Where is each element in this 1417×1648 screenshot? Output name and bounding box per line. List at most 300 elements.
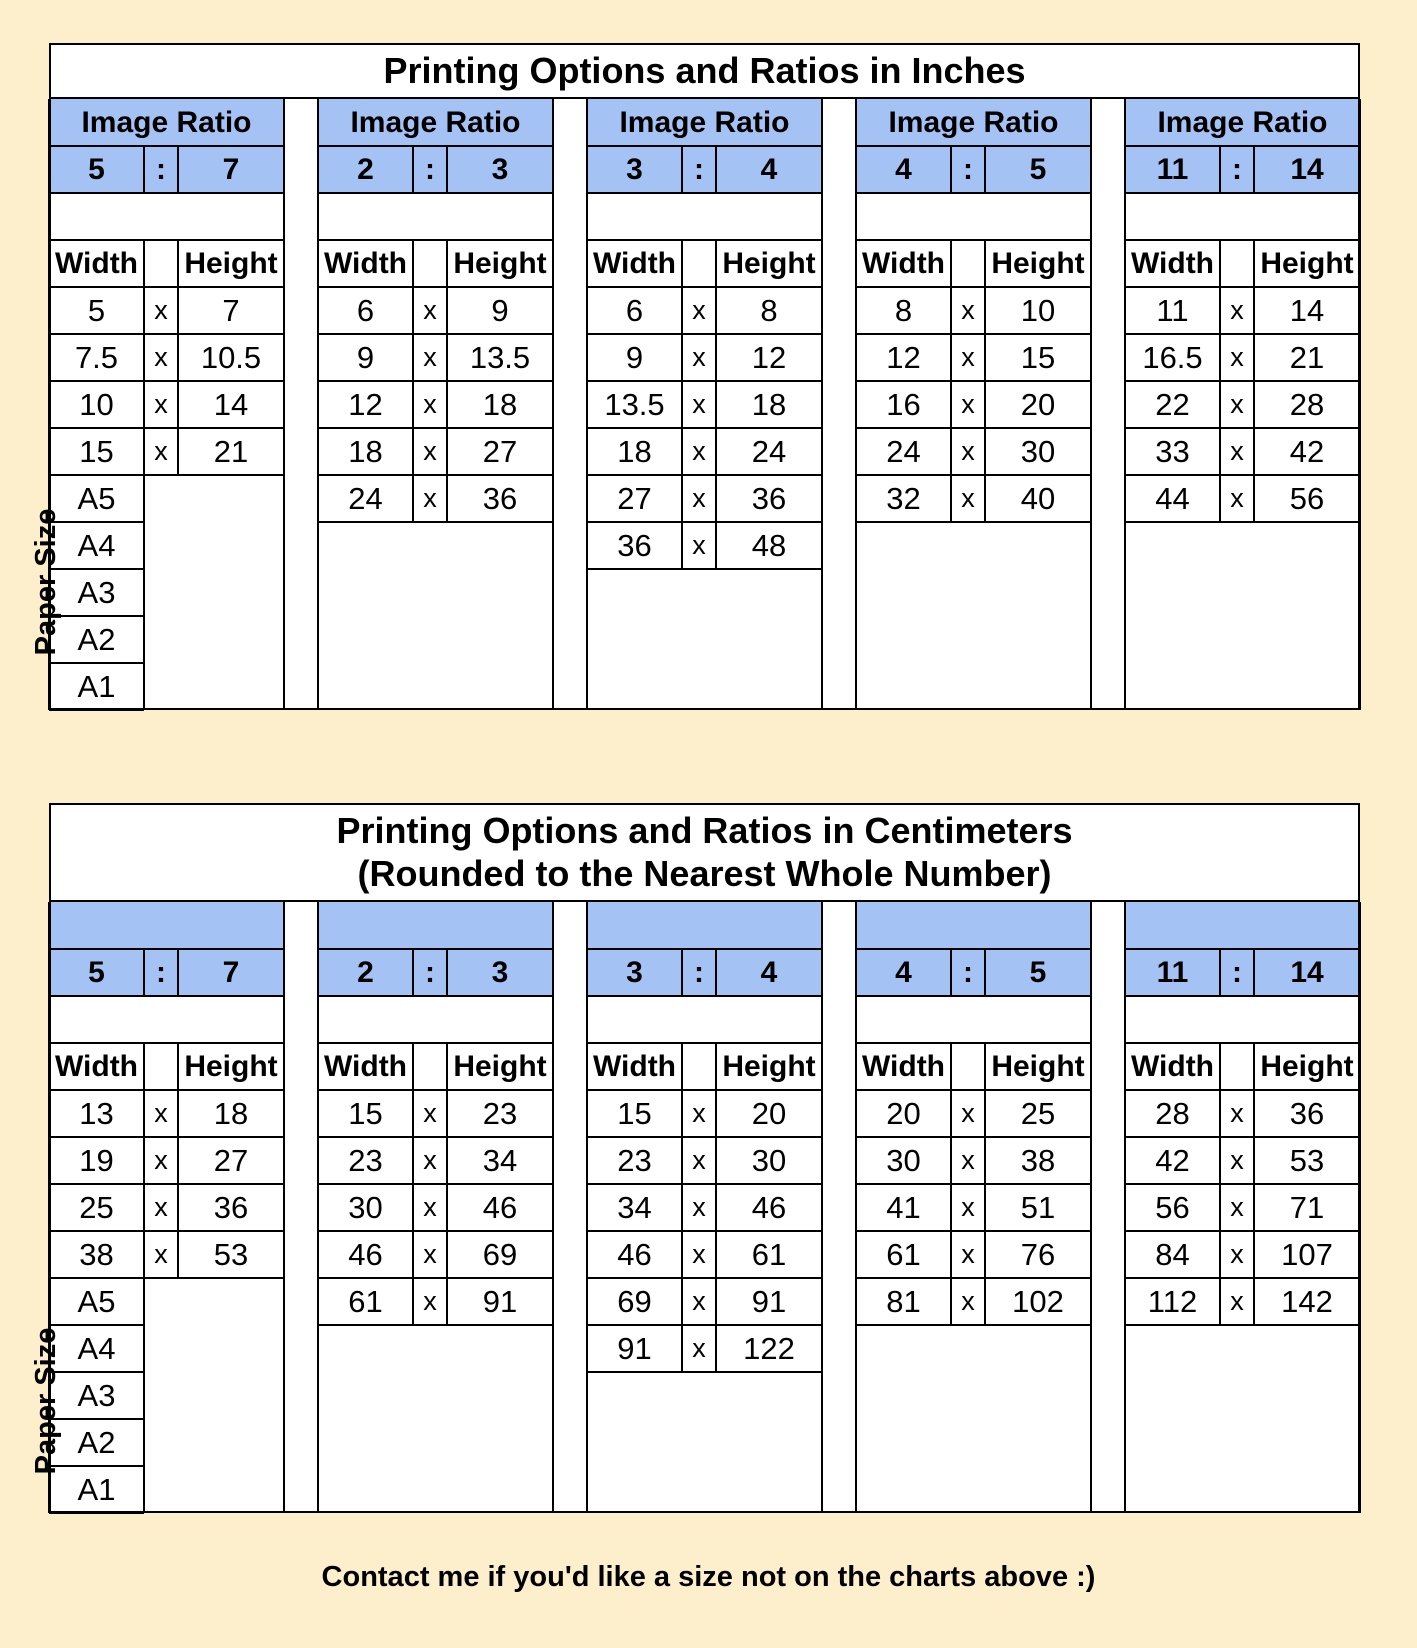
grid-line bbox=[1253, 949, 1255, 996]
size-width: 11 bbox=[1156, 292, 1189, 328]
grid-line bbox=[1125, 1042, 1360, 1044]
footer-note: Contact me if you'd like a size not on the charts above :) bbox=[321, 1561, 1096, 1593]
ratio-left: 11 bbox=[1156, 152, 1189, 186]
size-width: 12 bbox=[348, 386, 383, 422]
grid-line bbox=[681, 949, 683, 996]
ratio-heading bbox=[1125, 902, 1360, 949]
grid-line bbox=[821, 99, 823, 710]
grid-line bbox=[1125, 1277, 1360, 1279]
size-times: x bbox=[1230, 1145, 1244, 1175]
grid-line bbox=[283, 99, 285, 710]
grid-line bbox=[950, 146, 952, 193]
ratio-left: 4 bbox=[895, 955, 912, 989]
grid-line bbox=[49, 239, 284, 241]
grid-line bbox=[1125, 995, 1360, 997]
size-height: 46 bbox=[482, 1189, 518, 1225]
grid-line bbox=[177, 240, 179, 475]
grid-line bbox=[1125, 333, 1360, 335]
size-width: 13 bbox=[79, 1095, 114, 1131]
grid-line bbox=[1125, 1089, 1360, 1091]
size-height: 76 bbox=[1020, 1236, 1056, 1272]
grid-line bbox=[412, 240, 414, 522]
grid-line bbox=[587, 1089, 822, 1091]
ratio-heading: Image Ratio bbox=[350, 105, 521, 139]
grid-line bbox=[855, 902, 857, 1513]
grid-line bbox=[1253, 240, 1255, 522]
grid-line bbox=[1219, 1043, 1221, 1325]
size-height: 15 bbox=[1020, 339, 1056, 375]
grid-line bbox=[318, 192, 553, 194]
size-times: x bbox=[1230, 1098, 1244, 1128]
grid-line bbox=[856, 380, 1091, 382]
grid-line bbox=[715, 949, 717, 996]
size-width: 28 bbox=[1155, 1095, 1190, 1131]
grid-line bbox=[856, 286, 1091, 288]
size-times: x bbox=[423, 1239, 437, 1269]
size-height: 20 bbox=[1020, 386, 1056, 422]
size-times: x bbox=[423, 1145, 437, 1175]
grid-line bbox=[143, 1043, 145, 1513]
height-header: Height bbox=[722, 246, 816, 280]
ratio-colon: : bbox=[694, 955, 704, 989]
grid-line bbox=[49, 1230, 284, 1232]
size-height: 18 bbox=[751, 386, 787, 422]
grid-line bbox=[856, 145, 1091, 147]
size-times: x bbox=[961, 1286, 975, 1316]
size-width: 18 bbox=[617, 433, 652, 469]
size-height: 71 bbox=[1289, 1189, 1325, 1225]
ratio-heading bbox=[318, 902, 553, 949]
height-header: Height bbox=[453, 246, 547, 280]
size-times: x bbox=[154, 1239, 168, 1269]
size-times: x bbox=[154, 1098, 168, 1128]
grid-line bbox=[1125, 521, 1360, 523]
size-times: x bbox=[1230, 1286, 1244, 1316]
size-height: 30 bbox=[751, 1142, 787, 1178]
size-height: 12 bbox=[751, 339, 787, 375]
width-header: Width bbox=[323, 246, 408, 280]
grid-line bbox=[49, 662, 144, 664]
size-times: x bbox=[1230, 389, 1244, 419]
size-times: x bbox=[423, 483, 437, 513]
size-times: x bbox=[692, 530, 706, 560]
grid-line bbox=[715, 146, 717, 193]
size-times: x bbox=[961, 295, 975, 325]
size-times: x bbox=[961, 342, 975, 372]
size-width: 15 bbox=[348, 1095, 383, 1131]
height-header: Height bbox=[991, 246, 1085, 280]
grid-line bbox=[681, 1043, 683, 1372]
grid-line bbox=[984, 146, 986, 193]
grid-line bbox=[318, 1136, 553, 1138]
size-times: x bbox=[423, 389, 437, 419]
size-times: x bbox=[423, 436, 437, 466]
size-height: 69 bbox=[482, 1236, 518, 1272]
size-height: 36 bbox=[1289, 1095, 1325, 1131]
size-height: 10.5 bbox=[200, 339, 262, 375]
grid-line bbox=[1359, 902, 1361, 1513]
grid-line bbox=[1125, 380, 1360, 382]
grid-line bbox=[446, 240, 448, 522]
size-height: 51 bbox=[1020, 1189, 1056, 1225]
grid-line bbox=[587, 145, 822, 147]
grid-line bbox=[856, 1183, 1091, 1185]
grid-line bbox=[49, 427, 284, 429]
size-width: 41 bbox=[886, 1189, 921, 1225]
size-height: 20 bbox=[751, 1095, 787, 1131]
ratio-left: 2 bbox=[357, 152, 374, 186]
size-width: 91 bbox=[617, 1330, 652, 1366]
grid-line bbox=[681, 240, 683, 569]
size-width: 61 bbox=[886, 1236, 921, 1272]
grid-line bbox=[856, 333, 1091, 335]
grid-line bbox=[1219, 146, 1221, 193]
grid-line bbox=[318, 239, 553, 241]
grid-line bbox=[317, 902, 319, 1513]
ratio-colon: : bbox=[694, 152, 704, 186]
grid-line bbox=[318, 1042, 553, 1044]
size-height: 27 bbox=[213, 1142, 249, 1178]
grid-line bbox=[552, 99, 554, 710]
size-width: 9 bbox=[625, 339, 644, 375]
size-height: 18 bbox=[482, 386, 518, 422]
grid-line bbox=[177, 949, 179, 996]
size-times: x bbox=[423, 1098, 437, 1128]
grid-line bbox=[318, 474, 553, 476]
size-times: x bbox=[692, 1192, 706, 1222]
size-height: 53 bbox=[1289, 1142, 1325, 1178]
size-width: 16.5 bbox=[1142, 339, 1203, 375]
grid-line bbox=[950, 1043, 952, 1325]
size-height: 91 bbox=[482, 1283, 518, 1319]
size-width: 112 bbox=[1147, 1283, 1198, 1319]
size-times: x bbox=[961, 436, 975, 466]
size-times: x bbox=[423, 295, 437, 325]
paper-size: A3 bbox=[77, 574, 116, 610]
paper-size: A4 bbox=[77, 527, 116, 563]
grid-line bbox=[1125, 1183, 1360, 1185]
size-times: x bbox=[154, 295, 168, 325]
grid-line bbox=[49, 948, 284, 950]
grid-line bbox=[1090, 902, 1092, 1513]
size-times: x bbox=[154, 1145, 168, 1175]
size-width: 19 bbox=[79, 1142, 114, 1178]
size-width: 46 bbox=[348, 1236, 383, 1272]
height-header: Height bbox=[1260, 1049, 1354, 1083]
grid-line bbox=[177, 146, 179, 193]
grid-line bbox=[587, 1371, 822, 1373]
size-height: 46 bbox=[751, 1189, 787, 1225]
height-header: Height bbox=[1260, 246, 1354, 280]
size-height: 36 bbox=[482, 480, 518, 516]
size-width: 12 bbox=[886, 339, 921, 375]
ratio-colon: : bbox=[425, 955, 435, 989]
grid-line bbox=[715, 240, 717, 569]
size-height: 30 bbox=[1020, 433, 1056, 469]
size-width: 25 bbox=[79, 1189, 114, 1225]
ratio-colon: : bbox=[963, 955, 973, 989]
grid-line bbox=[412, 949, 414, 996]
grid-line bbox=[318, 1277, 553, 1279]
size-height: 61 bbox=[751, 1236, 787, 1272]
size-width: 8 bbox=[894, 292, 913, 328]
height-header: Height bbox=[991, 1049, 1085, 1083]
paper-size: A1 bbox=[77, 1471, 116, 1507]
grid-line bbox=[49, 1277, 284, 1279]
grid-line bbox=[1125, 239, 1360, 241]
grid-line bbox=[1125, 1230, 1360, 1232]
ratio-colon: : bbox=[963, 152, 973, 186]
table-title bbox=[49, 803, 1360, 902]
ratio-right: 14 bbox=[1290, 152, 1324, 186]
ratio-colon: : bbox=[156, 152, 166, 186]
size-width: 38 bbox=[79, 1236, 114, 1272]
size-height: 10 bbox=[1020, 292, 1056, 328]
grid-line bbox=[49, 1136, 284, 1138]
grid-line bbox=[49, 1183, 284, 1185]
grid-line bbox=[318, 333, 553, 335]
size-times: x bbox=[692, 1098, 706, 1128]
size-times: x bbox=[154, 389, 168, 419]
grid-line bbox=[587, 568, 822, 570]
grid-line bbox=[318, 1183, 553, 1185]
size-times: x bbox=[692, 1239, 706, 1269]
grid-line bbox=[49, 709, 144, 711]
size-times: x bbox=[961, 1192, 975, 1222]
width-header: Width bbox=[323, 1049, 408, 1083]
size-times: x bbox=[423, 1286, 437, 1316]
grid-line bbox=[143, 949, 145, 996]
grid-line bbox=[49, 333, 284, 335]
grid-line bbox=[587, 333, 822, 335]
grid-line bbox=[587, 1324, 822, 1326]
grid-line bbox=[587, 948, 822, 950]
grid-line bbox=[856, 239, 1091, 241]
size-height: 27 bbox=[482, 433, 518, 469]
grid-line bbox=[1219, 949, 1221, 996]
grid-line bbox=[49, 995, 284, 997]
paper-size: A2 bbox=[77, 1424, 116, 1460]
paper-size: A3 bbox=[77, 1377, 116, 1413]
height-header: Height bbox=[722, 1049, 816, 1083]
ratio-right: 7 bbox=[222, 955, 240, 989]
grid-line bbox=[587, 995, 822, 997]
size-width: 24 bbox=[886, 433, 921, 469]
ratio-left: 5 bbox=[88, 152, 105, 186]
grid-line bbox=[318, 948, 553, 950]
ratio-right: 4 bbox=[760, 152, 778, 186]
grid-line bbox=[1125, 192, 1360, 194]
size-height: 18 bbox=[213, 1095, 249, 1131]
grid-line bbox=[177, 1043, 179, 1278]
size-times: x bbox=[692, 1145, 706, 1175]
size-times: x bbox=[1230, 342, 1244, 372]
size-width: 34 bbox=[617, 1189, 652, 1225]
size-height: 122 bbox=[743, 1330, 795, 1366]
size-times: x bbox=[154, 436, 168, 466]
height-header: Height bbox=[184, 1049, 278, 1083]
grid-line bbox=[984, 1043, 986, 1325]
ratio-heading bbox=[587, 902, 822, 949]
grid-line bbox=[587, 427, 822, 429]
grid-line bbox=[586, 902, 588, 1513]
width-header: Width bbox=[592, 246, 677, 280]
size-width: 46 bbox=[617, 1236, 652, 1272]
ratio-left: 5 bbox=[88, 955, 105, 989]
size-times: x bbox=[692, 342, 706, 372]
grid-line bbox=[587, 380, 822, 382]
ratio-left: 11 bbox=[1156, 955, 1189, 989]
grid-line bbox=[1253, 1043, 1255, 1325]
width-header: Width bbox=[1130, 246, 1215, 280]
size-times: x bbox=[961, 1145, 975, 1175]
size-width: 61 bbox=[348, 1283, 383, 1319]
title-line: (Rounded to the Nearest Whole Number) bbox=[357, 852, 1052, 894]
grid-line bbox=[49, 145, 284, 147]
grid-line bbox=[587, 474, 822, 476]
size-height: 14 bbox=[213, 386, 249, 422]
grid-line bbox=[587, 1277, 822, 1279]
size-width: 32 bbox=[886, 480, 921, 516]
size-height: 21 bbox=[213, 433, 249, 469]
ratio-right: 5 bbox=[1029, 955, 1047, 989]
size-width: 30 bbox=[348, 1189, 383, 1225]
grid-line bbox=[855, 99, 857, 710]
size-times: x bbox=[692, 389, 706, 419]
size-height: 8 bbox=[760, 292, 778, 328]
size-height: 142 bbox=[1281, 1283, 1333, 1319]
ratio-right: 4 bbox=[760, 955, 778, 989]
width-header: Width bbox=[54, 1049, 139, 1083]
grid-line bbox=[1125, 286, 1360, 288]
paper-size-label-inches: Paper Size bbox=[29, 508, 62, 656]
size-height: 53 bbox=[213, 1236, 249, 1272]
ratio-heading bbox=[856, 902, 1091, 949]
grid-line bbox=[856, 1277, 1091, 1279]
width-header: Width bbox=[54, 246, 139, 280]
size-width: 84 bbox=[1155, 1236, 1190, 1272]
size-width: 15 bbox=[79, 433, 114, 469]
grid-line bbox=[283, 902, 285, 1513]
grid-line bbox=[856, 995, 1091, 997]
size-times: x bbox=[1230, 1239, 1244, 1269]
grid-line bbox=[856, 1089, 1091, 1091]
grid-line bbox=[318, 427, 553, 429]
grid-line bbox=[49, 1089, 284, 1091]
size-width: 30 bbox=[886, 1142, 921, 1178]
size-times: x bbox=[961, 389, 975, 419]
grid-line bbox=[552, 902, 554, 1513]
grid-line bbox=[587, 521, 822, 523]
ratio-colon: : bbox=[156, 955, 166, 989]
size-width: 36 bbox=[617, 527, 652, 563]
size-height: 23 bbox=[482, 1095, 518, 1131]
grid-line bbox=[318, 1324, 553, 1326]
paper-size: A5 bbox=[77, 1283, 116, 1319]
size-times: x bbox=[961, 483, 975, 513]
paper-size-label-centimeters: Paper Size bbox=[29, 1327, 62, 1475]
size-height: 42 bbox=[1289, 433, 1325, 469]
grid-line bbox=[587, 192, 822, 194]
width-header: Width bbox=[1130, 1049, 1215, 1083]
size-height: 107 bbox=[1281, 1236, 1333, 1272]
grid-line bbox=[446, 1043, 448, 1325]
title-line: Printing Options and Ratios in Inches bbox=[383, 49, 1026, 91]
size-times: x bbox=[692, 1333, 706, 1363]
width-header: Width bbox=[861, 246, 946, 280]
size-times: x bbox=[692, 295, 706, 325]
ratio-left: 2 bbox=[357, 955, 374, 989]
ratio-left: 3 bbox=[626, 152, 643, 186]
size-width: 5 bbox=[87, 292, 106, 328]
grid-line bbox=[587, 1230, 822, 1232]
grid-line bbox=[950, 240, 952, 522]
size-width: 56 bbox=[1155, 1189, 1190, 1225]
grid-line bbox=[318, 1230, 553, 1232]
size-width: 33 bbox=[1155, 433, 1190, 469]
size-times: x bbox=[423, 1192, 437, 1222]
ratio-colon: : bbox=[1232, 152, 1242, 186]
ratio-heading: Image Ratio bbox=[888, 105, 1059, 139]
grid-line bbox=[856, 521, 1091, 523]
width-header: Width bbox=[861, 1049, 946, 1083]
size-width: 27 bbox=[617, 480, 652, 516]
ratio-right: 14 bbox=[1290, 955, 1324, 989]
ratio-colon: : bbox=[425, 152, 435, 186]
grid-line bbox=[49, 192, 284, 194]
size-times: x bbox=[154, 342, 168, 372]
grid-line bbox=[1125, 948, 1360, 950]
size-height: 48 bbox=[751, 527, 787, 563]
size-width: 18 bbox=[348, 433, 383, 469]
ratio-heading: Image Ratio bbox=[619, 105, 790, 139]
grid-line bbox=[856, 192, 1091, 194]
grid-line bbox=[1124, 99, 1126, 710]
size-times: x bbox=[1230, 1192, 1244, 1222]
grid-line bbox=[587, 1183, 822, 1185]
grid-line bbox=[49, 1042, 284, 1044]
grid-line bbox=[1125, 474, 1360, 476]
size-height: 36 bbox=[751, 480, 787, 516]
grid-line bbox=[1125, 1324, 1360, 1326]
grid-line bbox=[587, 286, 822, 288]
height-header: Height bbox=[184, 246, 278, 280]
grid-line bbox=[49, 474, 284, 476]
size-height: 36 bbox=[213, 1189, 249, 1225]
ratio-heading: Image Ratio bbox=[81, 105, 252, 139]
grid-line bbox=[49, 286, 284, 288]
size-height: 56 bbox=[1289, 480, 1325, 516]
grid-line bbox=[950, 949, 952, 996]
grid-line bbox=[1359, 99, 1361, 710]
ratio-colon: : bbox=[1232, 955, 1242, 989]
paper-size: A4 bbox=[77, 1330, 116, 1366]
grid-line bbox=[821, 902, 823, 1513]
size-height: 38 bbox=[1020, 1142, 1056, 1178]
height-header: Height bbox=[453, 1049, 547, 1083]
paper-size: A2 bbox=[77, 621, 116, 657]
grid-line bbox=[856, 1324, 1091, 1326]
ratio-right: 3 bbox=[491, 152, 509, 186]
grid-line bbox=[587, 1136, 822, 1138]
size-width: 7.5 bbox=[74, 339, 119, 375]
grid-line bbox=[856, 1042, 1091, 1044]
grid-line bbox=[1124, 902, 1126, 1513]
size-times: x bbox=[961, 1098, 975, 1128]
size-times: x bbox=[961, 1239, 975, 1269]
grid-line bbox=[984, 240, 986, 522]
width-header: Width bbox=[592, 1049, 677, 1083]
